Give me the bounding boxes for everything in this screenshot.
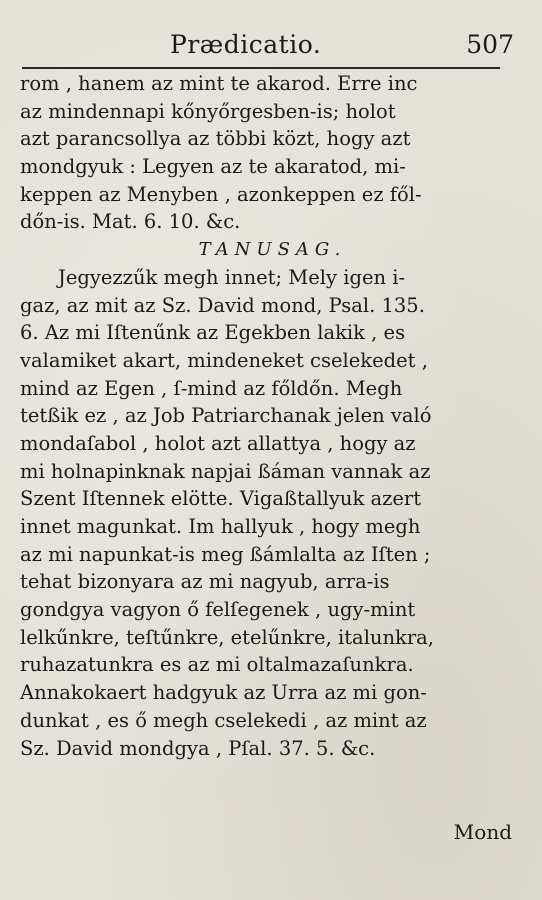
text-line: azt parancsollya az többi közt, hogy azt: [20, 127, 411, 151]
text-line: Jegyezzűk megh innet; Mely igen i-: [58, 265, 406, 289]
page-header: [20, 28, 520, 62]
text-line: lelkűnkre, teſtűnkre, etelűnkre, italunkra,: [20, 625, 435, 649]
text-line: az mi napunkat-is meg ßámlalta az Iſten ;: [20, 542, 431, 566]
page-number: 507: [466, 30, 514, 59]
text-line: dunkat , es ő megh cselekedi , az mint az: [20, 708, 427, 732]
text-line: Annakokaert hadgyuk az Urra az mi gon-: [20, 681, 427, 705]
text-line: dőn-is. Mat. 6. 10. &c.: [20, 210, 241, 234]
text-line: gondgya vagyon ő felſegenek , ugy-mint: [20, 598, 416, 622]
text-line: mondaſabol , holot azt allattya , hogy az: [20, 431, 416, 455]
text-line: gaz, az mit az Sz. David mond, Psal. 135.: [20, 293, 425, 317]
body-text: [20, 70, 525, 762]
text-line: mondgyuk : Legyen az te akaratod, mi-: [20, 155, 406, 179]
text-line: 6. Az mi Iſtenűnk az Egekben lakik , es: [20, 321, 406, 345]
text-line: tehat bizonyara az mi nagyub, arra-is: [20, 570, 390, 594]
text-line: Szent Iſtennek elötte. Vigaßtallyuk azert: [20, 487, 422, 511]
header-rule: [22, 67, 500, 69]
text-line: valamiket akart, mindeneket cselekedet ,: [20, 348, 428, 372]
text-line: tetßik ez , az Job Patriarchanak jelen való: [20, 404, 432, 428]
text-line: mind az Egen , ſ-mind az főldőn. Megh: [20, 376, 403, 400]
text-line: rom , hanem az mint te akarod. Erre inc: [20, 72, 418, 95]
text-line: keppen az Menyben , azonkeppen ez fől-: [20, 182, 422, 206]
running-title: Prædicatio.: [170, 30, 322, 59]
text-line: ruhazatunkra es az mi oltalmazaſunkra.: [20, 653, 414, 677]
catchword: Mond: [453, 820, 512, 844]
text-line: az mindennapi kőnyőrgesben-is; holot: [20, 99, 396, 123]
text-line: Sz. David mondgya , Pſal. 37. 5. &c.: [20, 736, 376, 760]
section-heading: TANUSAG.: [198, 239, 347, 261]
text-line: innet magunkat. Im hallyuk , hogy megh: [20, 515, 421, 538]
text-line: mi holnapinknak napjai ßáman vannak az: [20, 459, 431, 483]
